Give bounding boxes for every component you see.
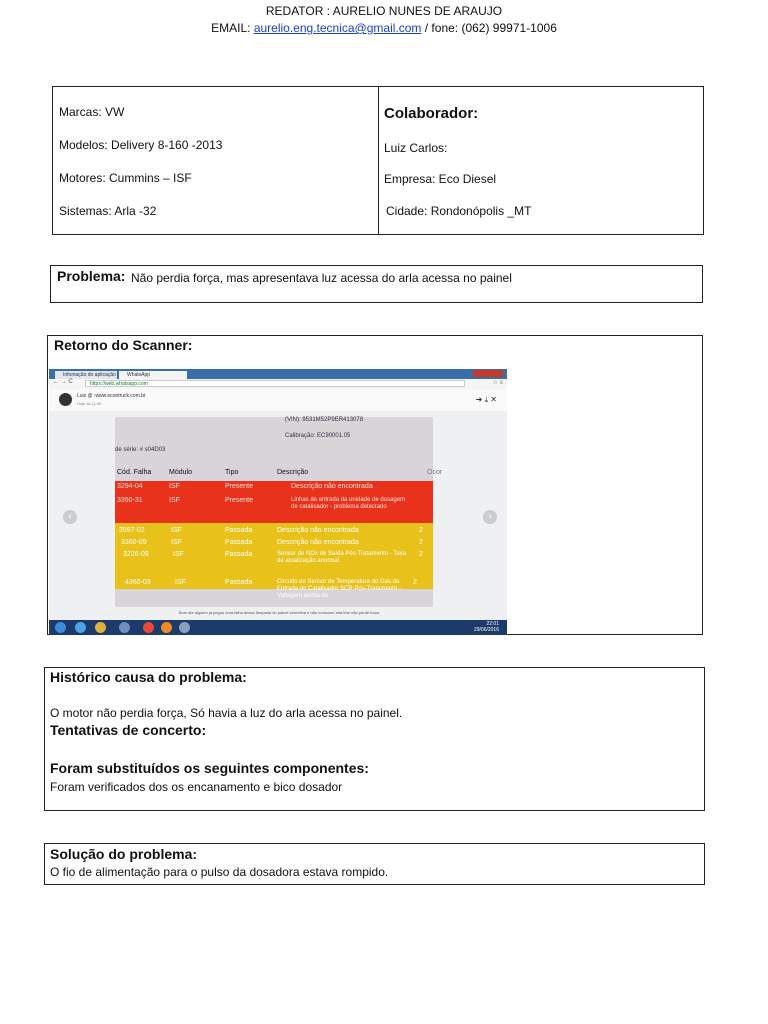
- email-label: EMAIL:: [211, 21, 251, 35]
- avatar: [59, 393, 72, 406]
- media-icon: [161, 622, 172, 633]
- historico-title: Histórico causa do problema:: [50, 669, 247, 685]
- app-icon: [119, 622, 130, 633]
- start-button-icon: [55, 622, 66, 633]
- phone-text: / fone: (062) 99971-1006: [424, 21, 557, 35]
- colaborador-name: Luiz Carlos:: [384, 141, 448, 155]
- folder-icon: [95, 622, 106, 633]
- star-icon: ☆ ≡: [492, 380, 503, 386]
- taskbar-clock: 22:01 29/06/2016: [473, 621, 499, 633]
- col-header: Módulo: [169, 469, 192, 476]
- message-caption: Bom dia alguem ja pegou uma falha dessa lâmpada do painel vermelha e não consome arla tbm não perde força: [178, 610, 380, 615]
- app-icon: [179, 622, 190, 633]
- scanner-screenshot: [49, 369, 507, 635]
- ie-icon: [75, 622, 86, 633]
- solucao-box: [44, 843, 705, 885]
- col-header: Ocor: [427, 469, 443, 476]
- verificados-text: Foram verificados dos os encanamento e bico dosador: [50, 780, 343, 794]
- tentativas-title: Tentativas de concerto:: [50, 722, 207, 738]
- email-link[interactable]: aurelio.eng.tecnica@gmail.com: [253, 21, 422, 35]
- next-arrow-icon: ›: [483, 510, 497, 524]
- col-header: Descrição: [277, 469, 309, 476]
- vin-text: (VIN): 9531M52P9ER413078: [285, 417, 364, 423]
- col-header: Cód. Falha: [117, 469, 152, 476]
- whatsapp-header: [49, 389, 507, 411]
- browser-tabbar: [49, 369, 507, 379]
- url-field: https://web.whatsapp.com: [85, 380, 465, 387]
- redator-line: REDATOR : AURELIO NUNES DE ARAUJO: [265, 4, 503, 18]
- motores-text: Motores: Cummins – ISF: [59, 171, 192, 185]
- historico-box: [44, 667, 705, 811]
- scanner-title: Retorno do Scanner:: [54, 337, 193, 353]
- contact-line: [0, 21, 768, 35]
- solucao-title: Solução do problema:: [50, 846, 198, 862]
- prev-arrow-icon: ‹: [63, 510, 77, 524]
- close-icon: ➜ ⤓ ✕: [475, 395, 497, 404]
- nav-arrows-icon: ← → C: [53, 379, 73, 385]
- problema-text: Não perdia força, mas apresentava luz acessa do arla acessa no painel: [131, 271, 512, 285]
- serie-text: de série: # s04D03: [115, 447, 166, 453]
- problema-box: [50, 265, 703, 303]
- colaborador-title: Colaborador:: [384, 105, 479, 122]
- browser-tab-1: Infomação do aplicação: [55, 371, 117, 379]
- cidade-text: Cidade: Rondonópolis _MT: [386, 204, 532, 218]
- chrome-icon: [143, 622, 154, 633]
- windows-taskbar: [49, 620, 507, 635]
- scanner-photo: (VIN): 9531M52P9ER413078 Calibração: EC90001.05 de série: # s04D03 Cód. Falha Módulo Tipo Descrição Ocor 3294-04 ISF Presente Descrição não encontrada 3360-31 ISF Presente Linhas de entrada da unidade de dosagem de catalisador - problema detectado 3597-02 ISF Passada Descrição não encontrada 2 3360-09 ISF Passada Descrição não encontrada 2 3226-09 ISF Passada Sensor de NOx de Saída Pós-Tratamento - Taxa de atualização anormal 2 4360-03 ISF Passada Circuito do Sensor de Temperatura do Gás da Entrada do Catalisador SCR Pós-Tratamento - Voltagem acima do 2: [115, 417, 433, 607]
- contact-name: Luiz @ :www.ecoetruck.com.br: [77, 393, 146, 399]
- sistemas-text: Sistemas: Arla -32: [59, 204, 157, 218]
- marcas-text: Marcas: VW: [59, 105, 125, 119]
- substituidos-title: Foram substituídos os seguintes componentes:: [50, 760, 369, 776]
- contact-time: Hoje às 11:00: [77, 401, 102, 406]
- historico-text: O motor não perdia força, Só havia a luz do arla acessa no painel.: [50, 706, 403, 720]
- window-controls-icon: [473, 370, 503, 377]
- table-divider: [378, 87, 379, 234]
- info-table: [52, 86, 704, 235]
- browser-tab-2: WhatsApp: [119, 371, 187, 379]
- calibracao-text: Calibração: EC90001.05: [285, 433, 351, 439]
- empresa-text: Empresa: Eco Diesel: [384, 172, 497, 186]
- col-header: Tipo: [225, 469, 239, 476]
- solucao-text: O fio de alimentação para o pulso da dosadora estava rompido.: [50, 865, 389, 879]
- photo-header-row: [115, 469, 443, 481]
- modelos-text: Modelos: Delivery 8-160 -2013: [59, 138, 223, 152]
- problema-label: Problema:: [57, 268, 126, 284]
